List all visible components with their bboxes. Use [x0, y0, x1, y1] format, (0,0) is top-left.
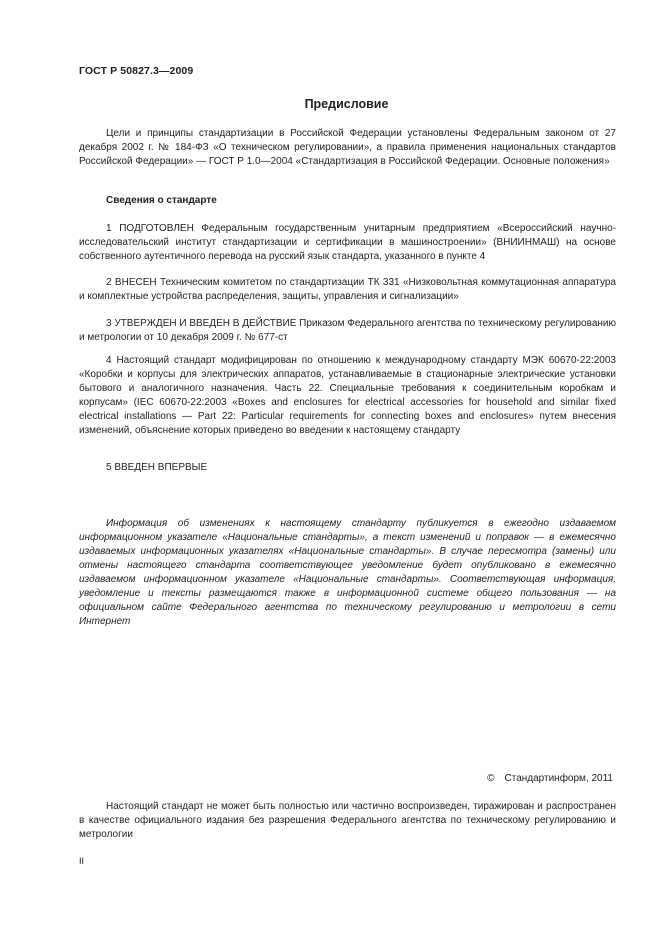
- page-number: II: [79, 856, 85, 866]
- copyright-line: [487, 773, 613, 784]
- info-heading: Сведения о стандарте: [106, 195, 217, 206]
- item-4: 4 Настоящий стандарт модифицирован по отношению к международному стандарту МЭК 60670-22:2003 «Коробки и корпусы для электрических аппаратов, устанавливаемые в стационарные электрические установки бытового и аналогичного назначения. Часть 22. Специальные требования к соединительным коробкам и корпусам» (IEC 60670-22:2003 «Boxes and enclosures for electrical accessories for household and similar fixed electrical installations — Part 22: Particular requirements for connecting boxes and enclosures» путем внесения изменений, объяснение которых приведено во введении к настоящему стандарту: [79, 355, 616, 436]
- item-3: 3 УТВЕРЖДЕН И ВВЕДЕН В ДЕЙСТВИЕ Приказом Федерального агентства по техническому регулированию и метрологии от 10 декабря 2009 г. № 677-ст: [79, 318, 616, 343]
- copyright-symbol: ©: [487, 773, 495, 784]
- document-id-header: ГОСТ Р 50827.3—2009: [79, 65, 194, 77]
- legal-paragraph: Настоящий стандарт не может быть полностью или частично воспроизведен, тиражирован и распространен в качестве официального издания без разрешения Федерального агентства по техническому регулированию и метрологии: [79, 801, 616, 840]
- item-5: 5 ВВЕДЕН ВПЕРВЫЕ: [106, 462, 208, 473]
- item-2: 2 ВНЕСЕН Техническим комитетом по стандартизации ТК 331 «Низковольтная коммутационная аппаратура и комплектные устройства распределения, защиты, управления и сигнализации»: [79, 277, 616, 302]
- notice-paragraph: Информация об изменениях к настоящему стандарту публикуется в ежегодно издаваемом информационном указателе «Национальные стандарты», а текст изменений и поправок — в ежемесячно издаваемых информационных указателях «Национальные стандарты». В случае пересмотра (замены) или отмены настоящего стандарта соответствующее уведомление будет опубликовано в ежемесячно издаваемом информационном указателе «Национальные стандарты». Соответствующая информация, уведомление и тексты размещаются также в информационной системе общего пользования — на официальном сайте Федерального агентства по техническому регулированию и метрологии в сети Интернет: [79, 518, 616, 627]
- page-title: Предисловие: [304, 97, 389, 111]
- item-1: 1 ПОДГОТОВЛЕН Федеральным государственным унитарным предприятием «Всероссийский научно-исследовательский институт стандартизации и сертификации в машиностроении» (ВНИИНМАШ) на основе собственного аутентичного перевода на русский язык стандарта, указанного в пункте 4: [79, 223, 616, 262]
- copyright-text: Стандартинформ, 2011: [504, 773, 613, 784]
- intro-paragraph: Цели и принципы стандартизации в Российской Федерации установлены Федеральным законом от 27 декабря 2002 г. № 184-ФЗ «О техническом регулировании», а правила применения национальных стандартов Российской Федерации» — ГОСТ Р 1.0—2004 «Стандартизация в Российской Федерации. Основные положения»: [79, 128, 616, 167]
